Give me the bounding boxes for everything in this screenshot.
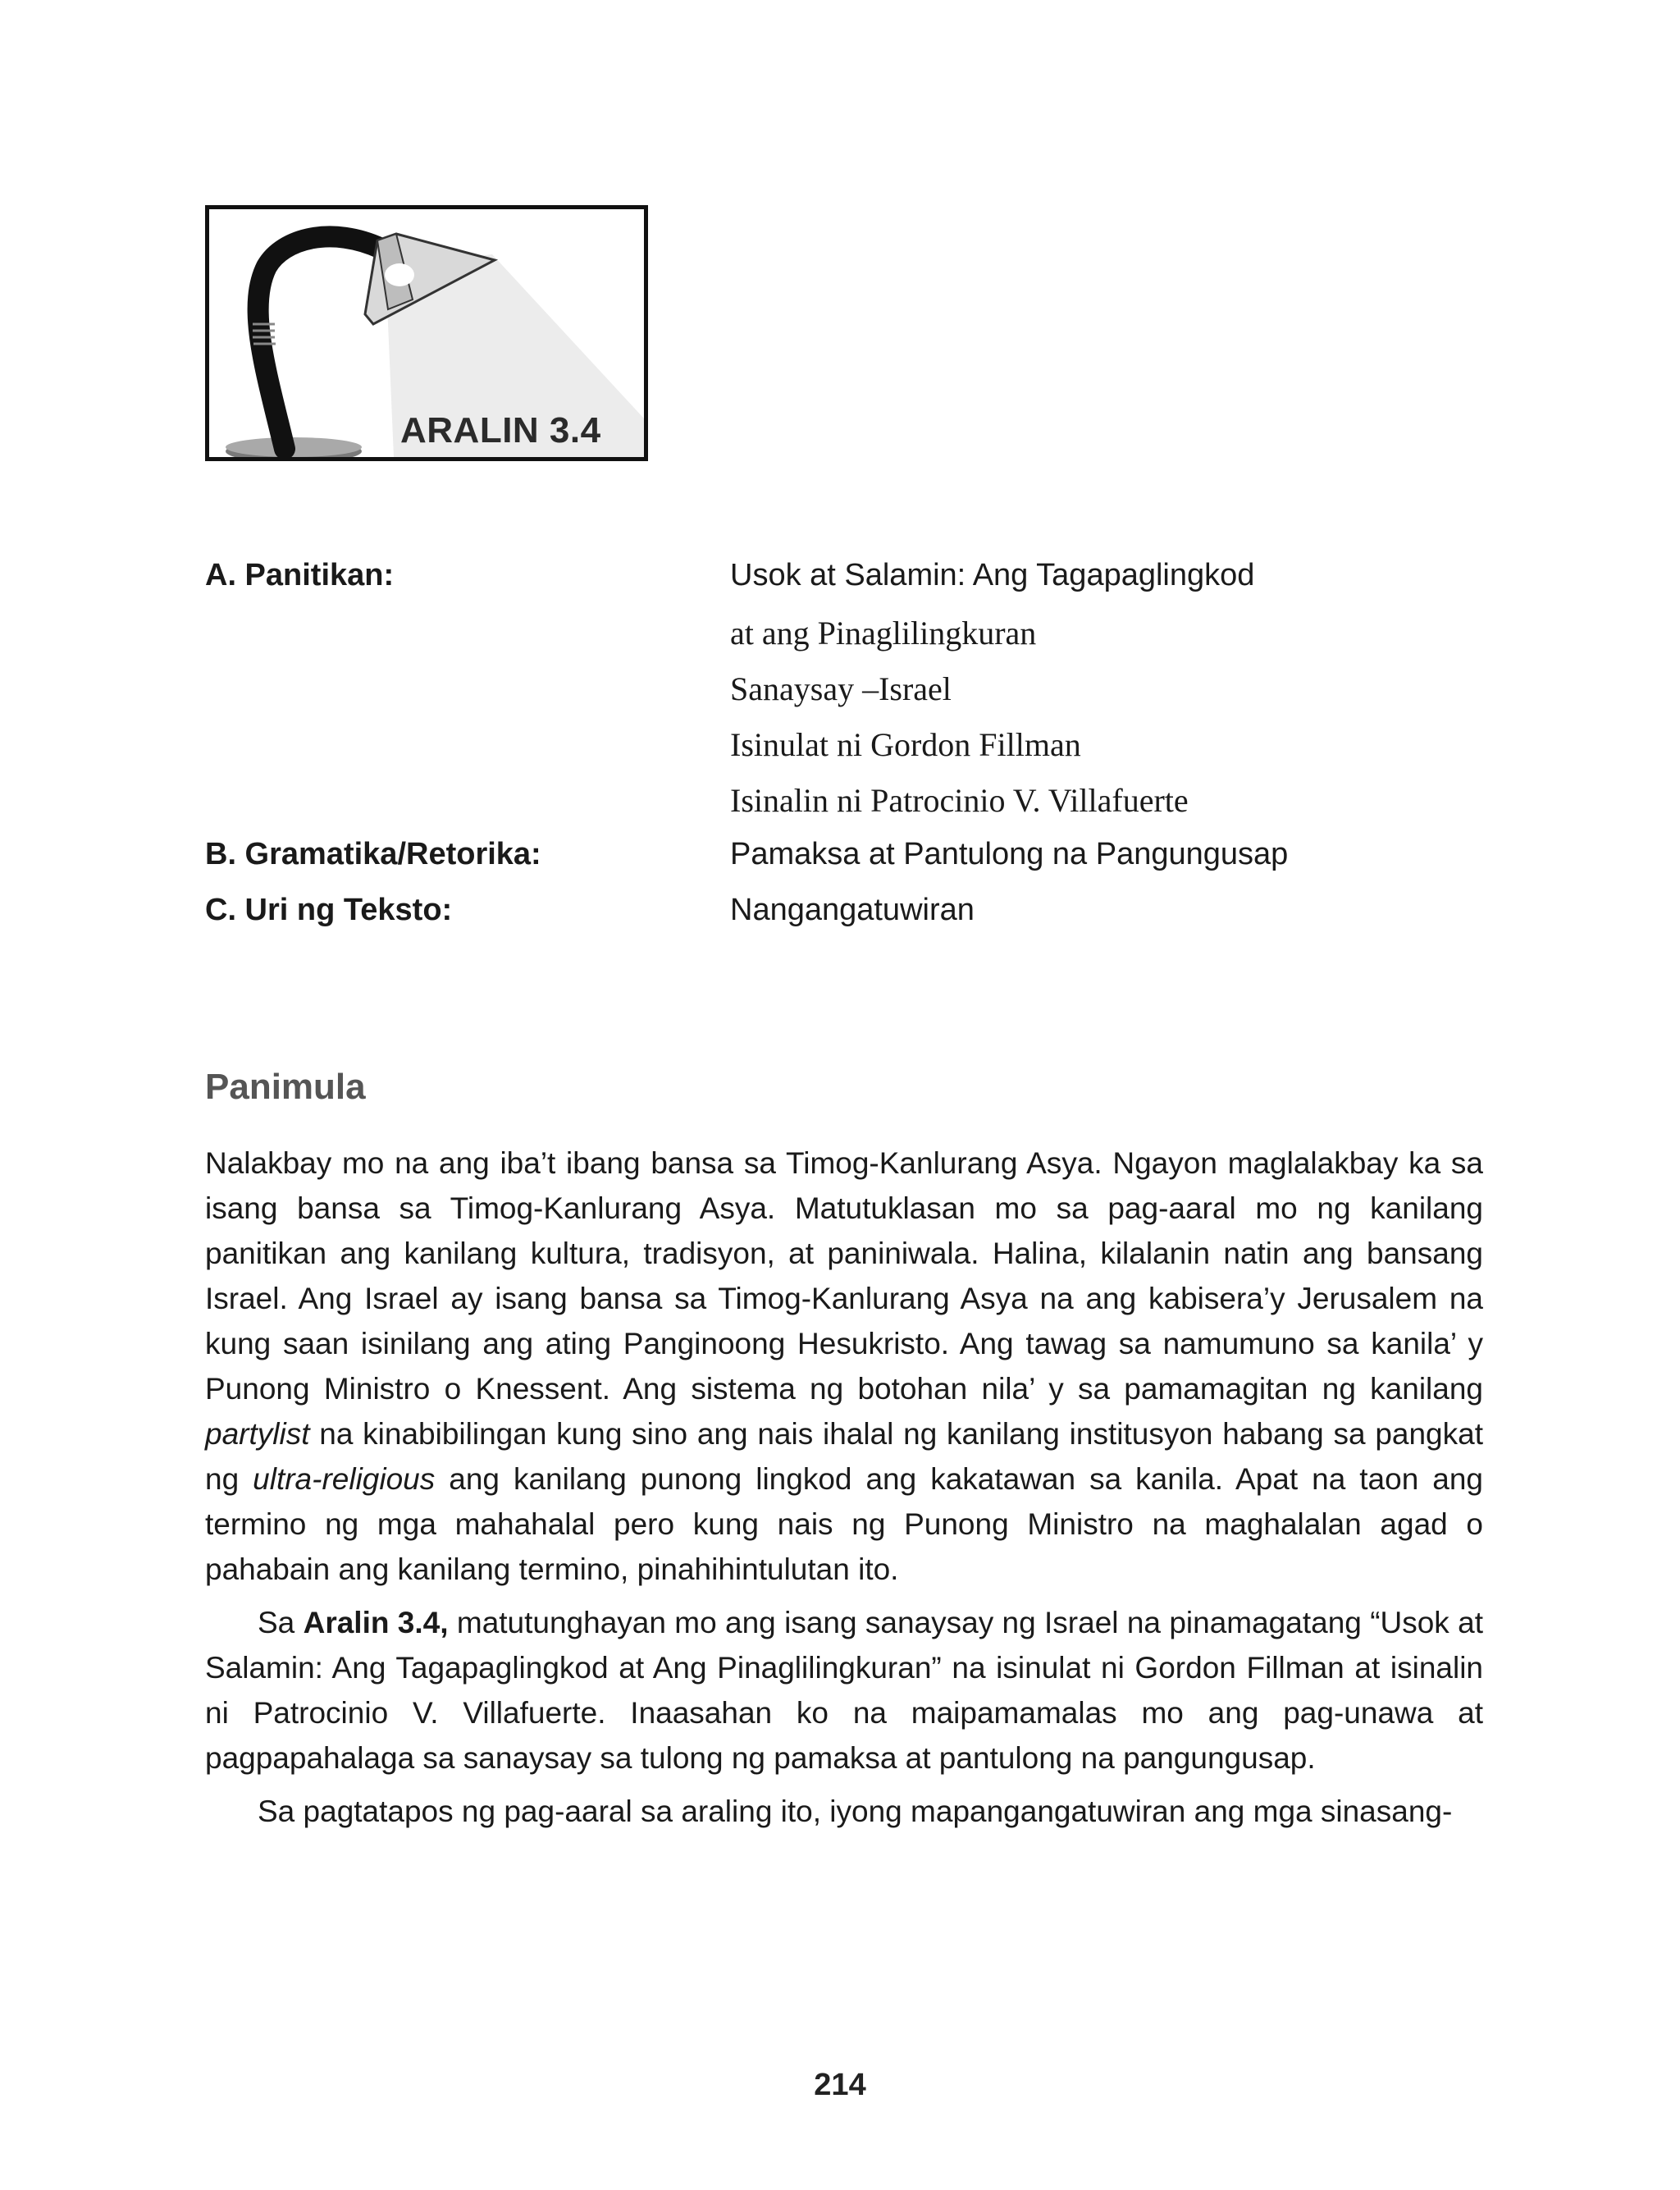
summary-row [205, 725, 1485, 781]
italic-term: ultra-religious [253, 1462, 436, 1496]
paragraph [205, 1141, 1483, 1592]
lesson-title: ARALIN 3.4 [400, 410, 601, 450]
summary-label: B. Gramatika/Retorika: [205, 837, 541, 871]
paragraph: Sa pagtatapos ng pag-aaral sa araling ito, iyong mapangangatuwiran ang mga sinasang- [258, 1795, 1453, 1828]
section-heading: Panimula [205, 1067, 366, 1107]
summary-row [205, 893, 1485, 949]
text-run: Sa [258, 1606, 304, 1639]
summary-value: Pamaksa at Pantulong na Pangungusap [730, 837, 1289, 871]
summary-value: at ang Pinaglilingkuran [730, 615, 1037, 652]
text-run: matutunghayan mo ang isang sanaysay ng Israel na pinamagatang “Usok at Salamin: Ang Tagapaglingkod at Ang Pinaglilingkuran” na isinulat ni Gordon Fillman at isinalin ni Patrocinio V. Villafuerte. Inaasahan ko na maipamamalas mo ang pag-unawa at pagpapahalaga sa sanaysay sa tulong ng pamaksa at pantulong na pangungusap. [205, 1606, 1484, 1775]
summary-value: Nangangatuwiran [730, 893, 975, 927]
text-run: na kinabibilingan kung sino ang nais ihalal ng kanilang institusyon habang sa pangkat ng [205, 1417, 1483, 1496]
summary-value: Sanaysay –Israel [730, 670, 952, 707]
page-number: 214 [814, 2068, 866, 2102]
summary-value: Isinulat ni Gordon Fillman [730, 726, 1081, 763]
bold-term: Aralin 3.4, [303, 1606, 449, 1639]
summary-row [205, 670, 1485, 725]
summary-row [205, 781, 1485, 837]
summary-label: C. Uri ng Teksto: [205, 893, 453, 927]
intro-body [205, 1141, 1483, 1842]
text-run: Nalakbay mo na ang iba’t ibang bansa sa Timog-Kanlurang Asya. Ngayon maglalakbay ka sa isang bansa sa Timog-Kanlurang Asya. Matutuklasan mo sa pag-aaral mo ng kanilang panitikan ang kanilang kultura, tradisyon, at paniniwala. Halina, kilalanin natin ang bansang Israel. Ang Israel ay isang bansa sa Timog-Kanlurang Asya na ang kabisera’y Jerusalem na kung saan isinilang ang ating Panginoong Hesukristo. Ang tawag sa namumuno sa kanila’ y Punong Ministro o Knessent. Ang sistema ng botohan nila’ y sa pamamagitan ng kanilang [205, 1146, 1483, 1406]
summary-row [205, 614, 1485, 670]
italic-term: partylist [205, 1417, 310, 1451]
lesson-header-box [205, 205, 648, 461]
summary-value: Usok at Salamin: Ang Tagapaglingkod [730, 558, 1255, 592]
paragraph [205, 1600, 1483, 1781]
summary-value: Isinalin ni Patrocinio V. Villafuerte [730, 782, 1189, 819]
summary-label: A. Panitikan: [205, 558, 395, 592]
summary-row [205, 837, 1485, 893]
summary-row [205, 558, 1485, 614]
lesson-summary [205, 558, 1485, 949]
text-run: ang kanilang punong lingkod ang kakatawan sa kanila. Apat na taon ang termino ng mga mahahalal pero kung nais ng Punong Ministro na maghalalan agad o pahabain ang kanilang termino, pinahihintulutan ito. [205, 1462, 1484, 1586]
